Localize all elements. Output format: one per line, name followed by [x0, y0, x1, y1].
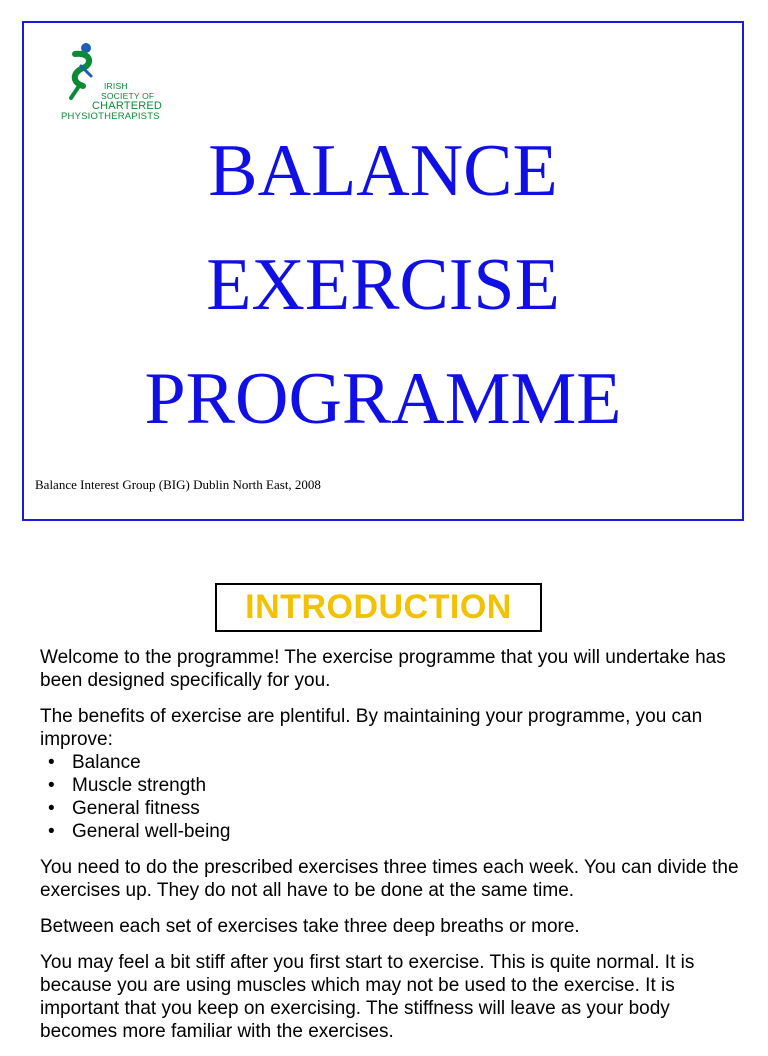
introduction-heading: INTRODUCTION [215, 583, 542, 632]
list-item: • General fitness [48, 797, 740, 820]
logo-text-line: IRISH [104, 81, 128, 91]
cover-panel [22, 21, 744, 521]
title-line-1: BALANCE [208, 130, 558, 212]
introduction-body [40, 646, 740, 1056]
list-item: • Balance [48, 751, 740, 774]
list-item: • Muscle strength [48, 774, 740, 797]
intro-paragraph-stiffness: You may feel a bit stiff after you first start to exercise. This is quite normal. It is because you are using muscles which may not be used to the exercise. It is important that you keep on exercising. The stiffness will leave as your body becomes more familiar with the exercises. [40, 952, 695, 1042]
intro-paragraph-benefits: The benefits of exercise are plentiful. By maintaining your programme, you can improve: [40, 706, 703, 750]
title-line-3: PROGRAMME [144, 358, 622, 440]
logo-text-line: PHYSIOTHERAPISTS [61, 111, 160, 122]
logo-text-line: CHARTERED [92, 100, 163, 112]
intro-paragraph-breaths: Between each set of exercises take three deep breaths or more. [40, 916, 580, 937]
logo-text-line: SOCIETY OF [101, 91, 155, 101]
intro-paragraph-schedule: You need to do the prescribed exercises three times each week. You can divide the exercises up. They do not all have to be done at the same time. [40, 857, 739, 901]
benefits-list [40, 751, 740, 843]
list-item: • General well-being [48, 820, 740, 843]
iscp-logo [61, 42, 171, 122]
title-line-2: EXERCISE [206, 244, 560, 326]
intro-paragraph-welcome: Welcome to the programme! The exercise programme that you will undertake has been designed specifically for you. [40, 647, 726, 691]
cover-footer: Balance Interest Group (BIG) Dublin North East, 2008 [35, 477, 321, 492]
runner-logo-icon [61, 42, 101, 102]
